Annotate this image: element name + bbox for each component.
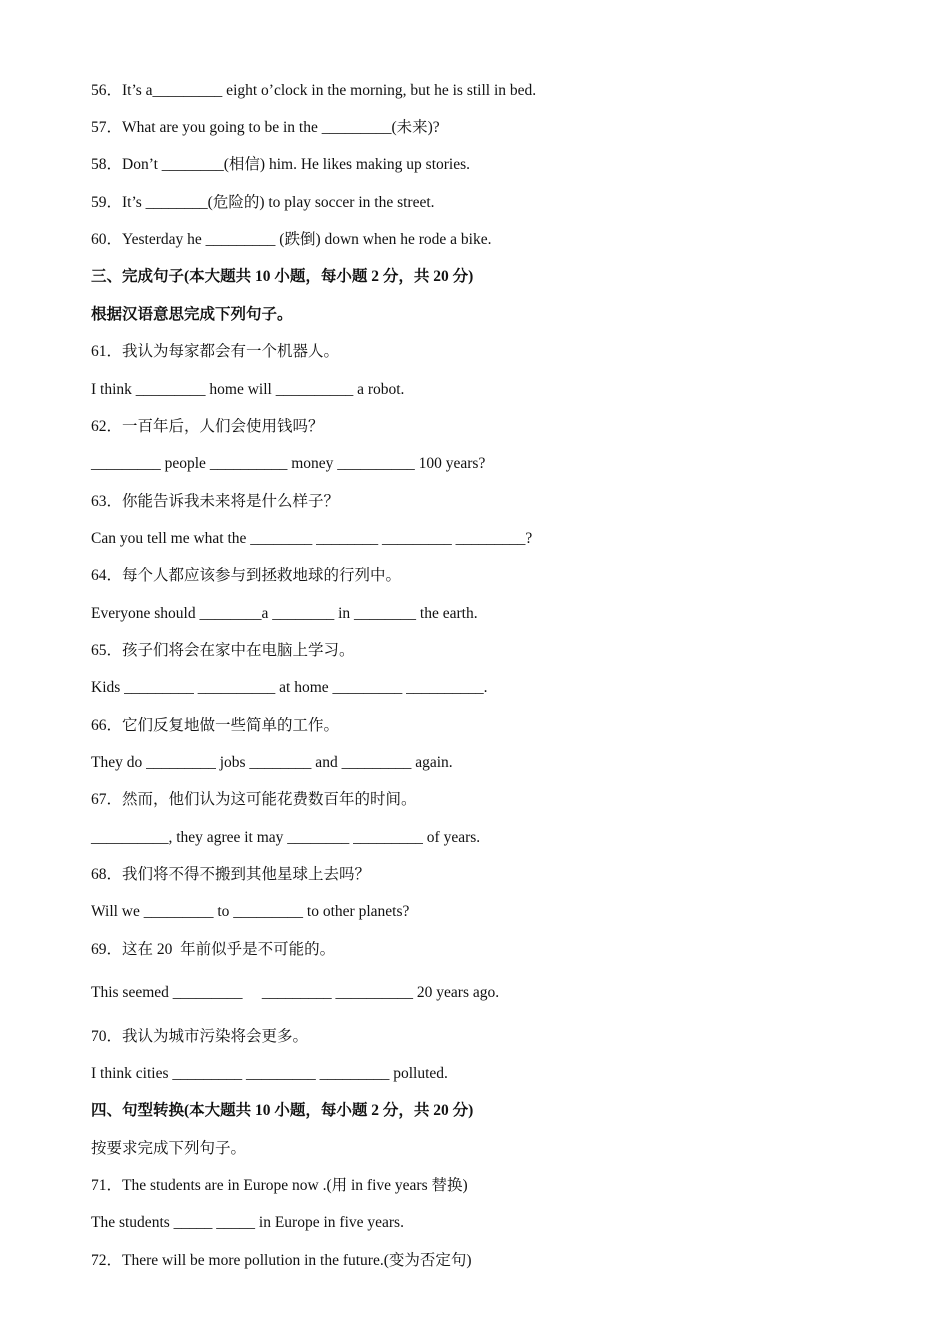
question-65-answer: Kids _________ __________ at home _________ __________. xyxy=(91,679,488,696)
question-69-prompt: 69．这在 20 年前似乎是不可能的。 xyxy=(91,941,336,958)
question-68-answer: Will we _________ to _________ to other planets? xyxy=(91,903,410,920)
question-66-prompt: 66．它们反复地做一些简单的工作。 xyxy=(91,717,340,734)
section-3-instruction: 根据汉语意思完成下列句子。 xyxy=(91,306,293,323)
question-58: 58．Don’t ________(相信) him. He likes making up stories. xyxy=(91,156,471,173)
question-59: 59．It’s ________(危险的) to play soccer in the street. xyxy=(91,194,435,211)
question-64-answer: Everyone should ________a ________ in ________ the earth. xyxy=(91,605,478,622)
question-70-answer: I think cities _________ _________ _________ polluted. xyxy=(91,1065,448,1082)
question-66-answer: They do _________ jobs ________ and _________ again. xyxy=(91,754,453,771)
question-71-prompt: 71．The students are in Europe now .(用 in five years 替换) xyxy=(91,1177,468,1194)
question-70-prompt: 70．我认为城市污染将会更多。 xyxy=(91,1028,309,1045)
question-69-answer: This seemed _________ _________ __________ 20 years ago. xyxy=(91,984,500,1001)
question-65-prompt: 65．孩子们将会在家中在电脑上学习。 xyxy=(91,642,355,659)
question-64-prompt: 64．每个人都应该参与到拯救地球的行列中。 xyxy=(91,567,402,584)
question-56: 56．It’s a_________ eight o’clock in the morning, but he is still in bed. xyxy=(91,82,537,99)
section-4-heading: 四、句型转换(本大题共 10 小题，每小题 2 分，共 20 分) xyxy=(91,1102,474,1119)
section-3-heading: 三、完成句子(本大题共 10 小题，每小题 2 分，共 20 分) xyxy=(91,268,474,285)
question-67-prompt: 67．然而，他们认为这可能花费数百年的时间。 xyxy=(91,791,417,808)
question-61-prompt: 61．我认为每家都会有一个机器人。 xyxy=(91,343,340,360)
question-62-answer: _________ people __________ money __________ 100 years? xyxy=(91,455,486,472)
question-68-prompt: 68．我们将不得不搬到其他星球上去吗？ xyxy=(91,866,371,883)
question-63-prompt: 63．你能告诉我未来将是什么样子？ xyxy=(91,493,340,510)
question-61-answer: I think _________ home will __________ a robot. xyxy=(91,381,405,398)
question-63-answer: Can you tell me what the ________ ________ _________ _________? xyxy=(91,530,533,547)
question-67-answer: __________, they agree it may ________ _________ of years. xyxy=(91,829,481,846)
question-57: 57．What are you going to be in the _________(未来)? xyxy=(91,119,440,136)
question-71-answer: The students _____ _____ in Europe in five years. xyxy=(91,1214,404,1231)
section-4-instruction: 按要求完成下列句子。 xyxy=(91,1140,247,1157)
question-72-prompt: 72．There will be more pollution in the future.(变为否定句) xyxy=(91,1252,472,1269)
question-60: 60．Yesterday he _________ (跌倒) down when he rode a bike. xyxy=(91,231,492,248)
question-62-prompt: 62．一百年后，人们会使用钱吗？ xyxy=(91,418,324,435)
